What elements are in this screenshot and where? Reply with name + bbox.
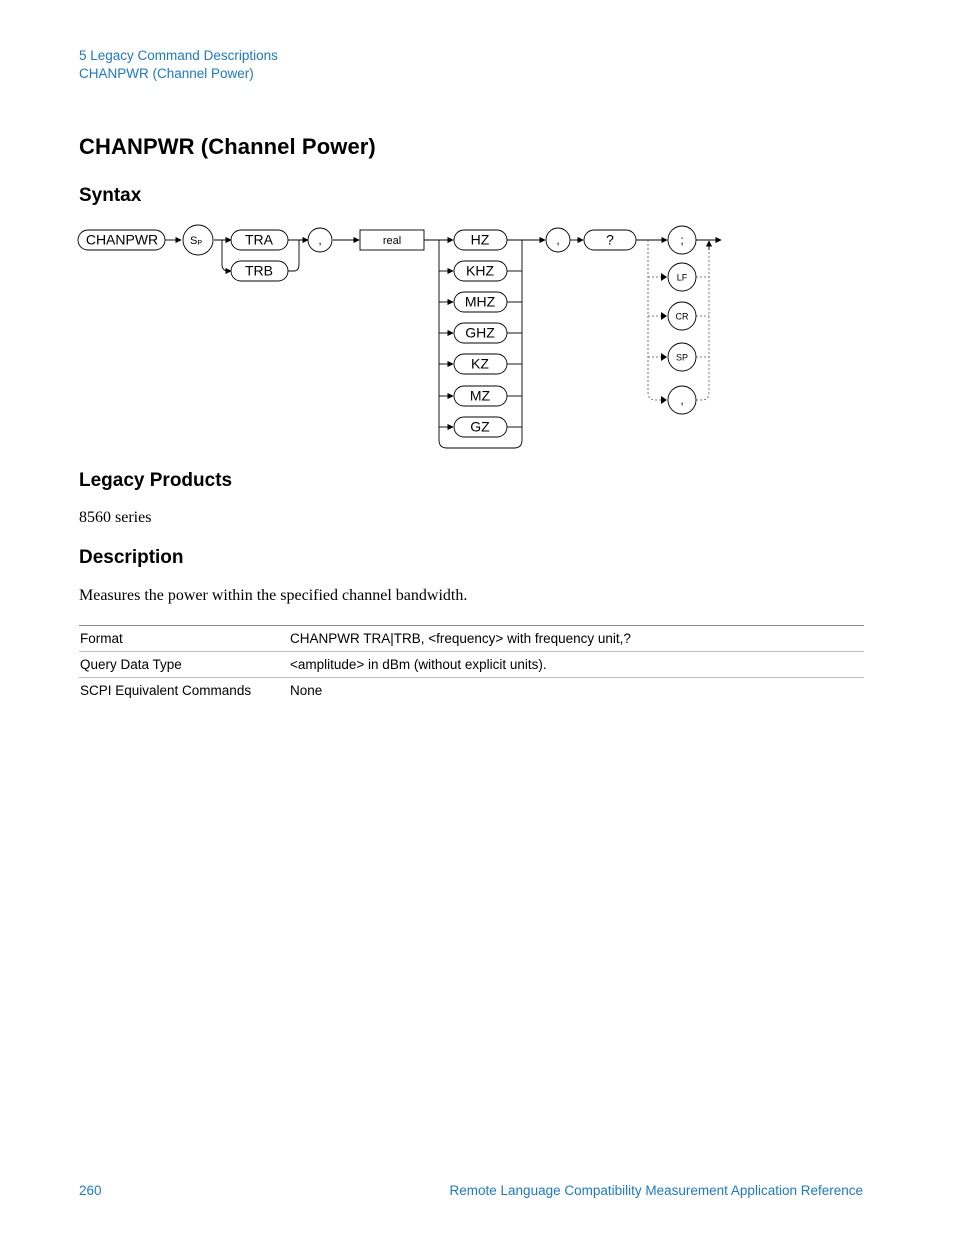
term-label-sp: SP bbox=[675, 352, 689, 363]
term-label-lf: LF bbox=[676, 272, 688, 283]
syntax-heading: Syntax bbox=[79, 185, 142, 206]
unit-label-mhz: MHZ bbox=[464, 293, 496, 310]
query-label: ? bbox=[606, 231, 614, 248]
syntax-diagram bbox=[76, 222, 730, 454]
table-cell-value: <amplitude> in dBm (without explicit units). bbox=[289, 652, 864, 678]
footer-page-number: 260 bbox=[79, 1183, 102, 1198]
footer-doc-title: Remote Language Compatibility Measurement Application Reference bbox=[449, 1183, 863, 1198]
table-cell-label: Format bbox=[79, 626, 289, 652]
description-heading: Description bbox=[79, 547, 184, 568]
comma2-label: , bbox=[556, 233, 560, 248]
unit-label-gz: GZ bbox=[470, 418, 490, 435]
unit-label-hz: HZ bbox=[470, 231, 490, 248]
command-info-table bbox=[79, 625, 864, 703]
unit-label-kz: KZ bbox=[471, 355, 489, 372]
page-title: CHANPWR (Channel Power) bbox=[79, 134, 376, 159]
trace-label-trb: TRB bbox=[245, 262, 273, 279]
breadcrumb bbox=[79, 47, 278, 83]
command-label: CHANPWR bbox=[85, 231, 159, 248]
real-label: real bbox=[382, 234, 402, 247]
term-label-comma: , bbox=[680, 393, 684, 408]
description-text: Measures the power within the specified channel bandwidth. bbox=[79, 587, 468, 604]
unit-label-ghz: GHZ bbox=[465, 324, 495, 341]
table-cell-value: CHANPWR TRA|TRB, <frequency> with frequency unit,? bbox=[289, 626, 864, 652]
breadcrumb-chapter: 5 Legacy Command Descriptions bbox=[79, 48, 278, 63]
table-cell-label: SCPI Equivalent Commands bbox=[80, 683, 252, 698]
legacy-products-heading: Legacy Products bbox=[79, 470, 233, 491]
legacy-products-text: 8560 series bbox=[79, 509, 152, 526]
table-row bbox=[79, 652, 864, 678]
unit-label-mz: MZ bbox=[469, 387, 491, 404]
table-cell-label: Query Data Type bbox=[79, 652, 289, 678]
table-cell-value: None bbox=[290, 683, 323, 698]
table-row bbox=[79, 626, 864, 652]
breadcrumb-section: CHANPWR (Channel Power) bbox=[79, 66, 254, 81]
term-label-semicolon: ; bbox=[680, 233, 684, 248]
term-label-cr: CR bbox=[675, 311, 689, 322]
trace-label-tra: TRA bbox=[245, 231, 273, 248]
unit-label-khz: KHZ bbox=[466, 262, 494, 279]
sp-label: SP bbox=[189, 234, 203, 247]
table-row bbox=[79, 678, 864, 704]
comma-label: , bbox=[318, 233, 322, 248]
